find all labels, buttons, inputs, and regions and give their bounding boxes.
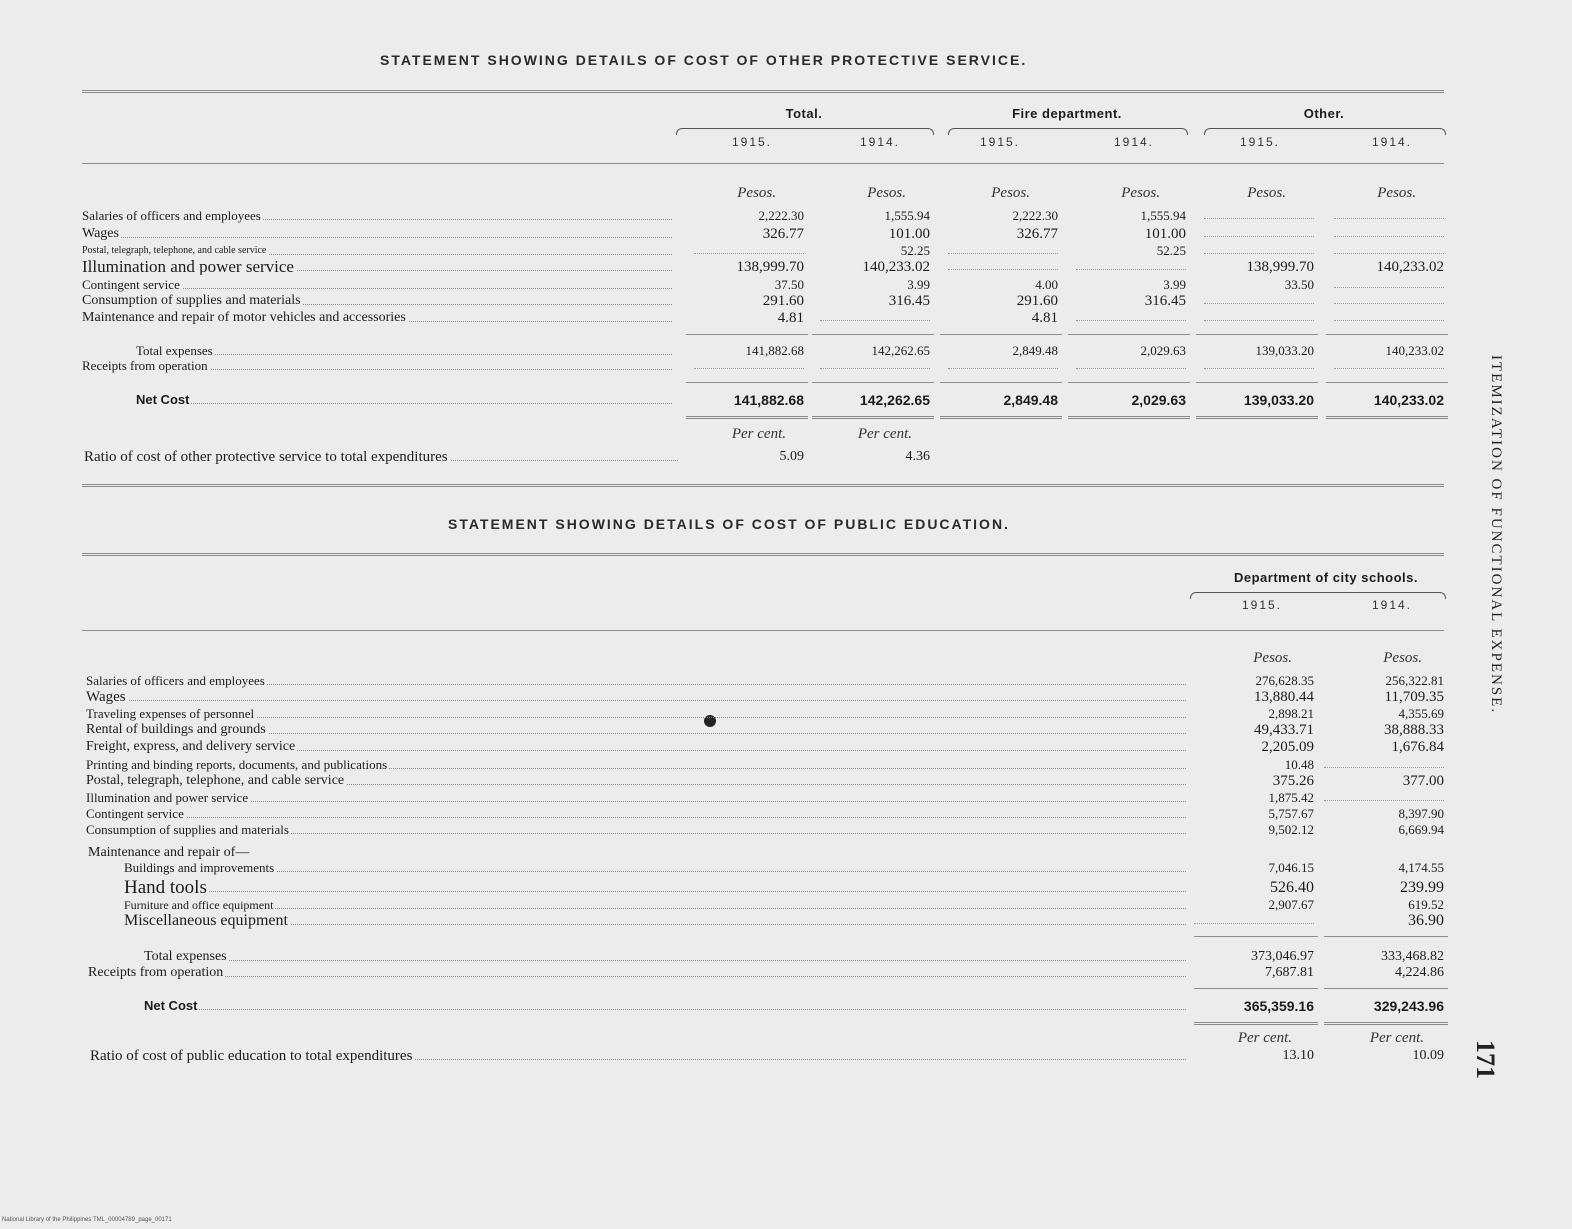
row-label-text: Total expenses <box>144 949 227 964</box>
running-head: ITEMIZATION OF FUNCTIONAL EXPENSE. <box>1488 355 1504 715</box>
cell-value: 365,359.16 <box>1243 998 1314 1014</box>
cell-value <box>1076 310 1186 321</box>
cell-value: 101.00 <box>1144 226 1186 242</box>
column-rule <box>1326 382 1448 383</box>
row-label-text: Miscellaneous equipment <box>124 913 288 929</box>
ratio-row <box>0 449 1572 465</box>
cell-value <box>1334 208 1444 219</box>
unit-label: Pesos. <box>1253 650 1292 666</box>
group-total: Total. <box>785 106 823 121</box>
cell-value: 3.99 <box>907 277 930 292</box>
cell-value: 52.25 <box>900 243 930 258</box>
cell-value: 1,555.94 <box>1140 208 1186 223</box>
row-label-text: Printing and binding reports, documents, and publications <box>86 757 388 772</box>
column-rule <box>1068 416 1190 419</box>
cell-value: 316.45 <box>888 293 930 309</box>
cell-value: 36.90 <box>1408 912 1444 929</box>
table-row <box>0 773 1572 789</box>
receipts-row <box>0 358 1572 374</box>
column-rule <box>1196 334 1318 335</box>
cell-value: 316.45 <box>1144 293 1186 309</box>
table-row <box>0 689 1572 705</box>
brace-other <box>1204 128 1446 135</box>
cell-value: 1,875.42 <box>1268 790 1314 805</box>
unit-label: Pesos. <box>991 185 1030 201</box>
table-row <box>0 822 1572 838</box>
cell-value: 138,999.70 <box>1246 259 1314 275</box>
row-label <box>82 310 672 326</box>
row-label <box>84 449 678 465</box>
row-label-text: Wages <box>82 226 119 241</box>
column-rule <box>1326 416 1448 419</box>
cell-value: 140,233.02 <box>862 259 930 275</box>
cell-value: 2,849.48 <box>1012 343 1058 358</box>
cell-value: 142,262.65 <box>859 392 930 408</box>
column-rule <box>812 382 934 383</box>
table-row <box>0 739 1572 755</box>
row-label-text: Hand tools <box>124 880 209 896</box>
cell-value <box>1324 790 1444 801</box>
column-rule <box>940 334 1062 335</box>
cell-value: 13.10 <box>1282 1048 1314 1063</box>
group-other: Other. <box>1303 106 1345 121</box>
cell-value <box>948 358 1058 369</box>
row-label <box>82 208 672 224</box>
row-label-text: Illumination and power service <box>82 259 294 275</box>
cell-value: 139,033.20 <box>1243 392 1314 408</box>
group-fire-department: Fire department. <box>1012 106 1122 121</box>
row-label <box>86 722 1186 738</box>
footer-credit: National Library of the Philippines TML_00004789_page_00171 <box>2 1217 172 1223</box>
cell-value <box>948 243 1058 254</box>
leader-dots <box>124 908 1186 909</box>
cell-value: 140,233.02 <box>1373 392 1444 408</box>
cell-value: 4,174.55 <box>1398 860 1444 875</box>
leader-dots <box>88 976 1186 977</box>
row-label-text: Salaries of officers and employees <box>82 208 261 223</box>
cell-value <box>1334 293 1444 304</box>
cell-value <box>1204 208 1314 219</box>
cell-value: 2,029.63 <box>1131 392 1186 408</box>
row-label-text: Consumption of supplies and materials <box>82 293 301 308</box>
cell-value: 101.00 <box>888 226 930 242</box>
leader-dots <box>86 700 1186 701</box>
table-row <box>0 880 1572 896</box>
leader-dots <box>82 237 672 238</box>
row-label-text: Net Cost <box>144 998 198 1013</box>
cell-value: 326.77 <box>762 226 804 242</box>
year-header: 1914. <box>1371 598 1412 612</box>
cell-value: 2,222.30 <box>1012 208 1058 223</box>
table-row <box>0 722 1572 738</box>
unit-label: Pesos. <box>867 185 906 201</box>
row-label-text: Salaries of officers and employees <box>86 673 265 688</box>
leader-dots <box>124 891 1186 892</box>
cell-value: 619.52 <box>1408 897 1444 912</box>
year-header: 1915. <box>979 135 1020 149</box>
cell-value: 1,555.94 <box>884 208 930 223</box>
cell-value <box>1334 243 1444 254</box>
cell-value: 141,882.68 <box>745 343 804 358</box>
table-row <box>0 259 1572 275</box>
row-label-text: Traveling expenses of personnel <box>86 706 255 721</box>
row-label-text: Net Cost <box>136 392 190 407</box>
cell-value <box>1076 358 1186 369</box>
cell-value: 3.99 <box>1163 277 1186 292</box>
table-row <box>0 806 1572 822</box>
table-row <box>0 757 1572 773</box>
total-expenses-row <box>0 343 1572 359</box>
cell-value: 4.00 <box>1035 277 1058 292</box>
protective-header-rule <box>82 163 1444 164</box>
education-title: STATEMENT SHOWING DETAILS OF COST OF PUBLIC EDUCATION. <box>448 516 1010 532</box>
cell-value: 2,205.09 <box>1261 739 1314 755</box>
column-rule <box>1324 988 1448 989</box>
leader-dots <box>86 817 1186 818</box>
row-label <box>82 243 672 259</box>
cell-value: 2,898.21 <box>1268 706 1314 721</box>
row-label <box>88 965 1186 981</box>
cell-value: 10.48 <box>1284 757 1314 772</box>
row-label <box>86 757 1186 773</box>
row-label <box>86 673 1186 689</box>
table-row <box>0 860 1572 876</box>
total-expenses-row <box>0 949 1572 965</box>
row-label-text: Maintenance and repair of motor vehicles and accessories <box>82 310 406 325</box>
row-label-text: Consumption of supplies and materials <box>86 822 289 837</box>
row-label-text: Total expenses <box>136 343 213 358</box>
cell-value: 377.00 <box>1402 773 1444 789</box>
cell-value: 239.99 <box>1400 879 1444 896</box>
cell-value <box>1334 226 1444 237</box>
row-label <box>90 1048 1186 1064</box>
table-row <box>0 226 1572 242</box>
row-label <box>124 880 1186 896</box>
cell-value: 375.26 <box>1272 773 1314 789</box>
cell-value <box>1204 226 1314 237</box>
year-header: 1915. <box>1239 135 1280 149</box>
table-row <box>0 293 1572 309</box>
row-label <box>124 913 1186 929</box>
cell-value: 52.25 <box>1156 243 1186 258</box>
table-row <box>0 277 1572 293</box>
cell-value: 11,709.35 <box>1384 689 1444 705</box>
cell-value <box>1334 277 1444 288</box>
cell-value: 4,224.86 <box>1395 965 1444 980</box>
row-label-text: Contingent service <box>86 806 184 821</box>
column-rule <box>940 382 1062 383</box>
table-row <box>0 897 1572 913</box>
leader-dots <box>136 403 672 404</box>
unit-label: Pesos. <box>1383 650 1422 666</box>
row-label <box>86 739 1186 755</box>
leader-dots <box>144 1009 1186 1010</box>
column-rule <box>1194 988 1318 989</box>
ratio-unit-label: Per cent. <box>1237 1030 1292 1046</box>
row-label <box>82 277 672 293</box>
row-label-text: Buildings and improvements <box>124 860 275 875</box>
row-label-text: Wages <box>86 689 126 705</box>
row-label <box>82 293 672 309</box>
cell-value <box>820 358 930 369</box>
row-label <box>82 226 672 242</box>
row-label <box>86 706 1186 722</box>
cell-value: 4.81 <box>777 310 804 326</box>
cell-value <box>1204 310 1314 321</box>
cell-value: 7,046.15 <box>1268 860 1314 875</box>
row-label-text: Postal, telegraph, telephone, and cable service <box>82 245 267 256</box>
cell-value: 326.77 <box>1016 226 1058 242</box>
column-rule <box>686 382 808 383</box>
row-label <box>144 949 1186 965</box>
cell-value <box>1194 913 1314 924</box>
cell-value: 276,628.35 <box>1255 673 1314 688</box>
table-row <box>0 208 1572 224</box>
column-rule <box>1068 334 1190 335</box>
table-row <box>0 243 1572 259</box>
row-label-text: Ratio of cost of public education to total expenditures <box>90 1048 413 1064</box>
column-rule <box>1324 1022 1448 1025</box>
unit-label: Pesos. <box>1377 185 1416 201</box>
cell-value <box>1204 293 1314 304</box>
column-rule <box>1194 936 1318 937</box>
leader-dots <box>144 960 1186 961</box>
ratio-row <box>0 1048 1572 1064</box>
leader-dots <box>136 354 672 355</box>
cell-value: 37.50 <box>774 277 804 292</box>
row-label-text: Furniture and office equipment <box>124 898 274 912</box>
protective-top-rule <box>82 90 1444 93</box>
row-label-text: Postal, telegraph, telephone, and cable service <box>86 773 345 788</box>
column-rule <box>1068 382 1190 383</box>
year-header: 1915. <box>1241 598 1282 612</box>
row-label <box>136 343 672 359</box>
year-header: 1914. <box>859 135 900 149</box>
cell-value: 5,757.67 <box>1268 806 1314 821</box>
row-label-text: Receipts from operation <box>88 965 224 980</box>
cell-value: 140,233.02 <box>1385 343 1444 358</box>
cell-value: 33.50 <box>1284 277 1314 292</box>
column-rule <box>1326 334 1448 335</box>
brace-total <box>676 128 934 135</box>
cell-value: 7,687.81 <box>1265 965 1314 980</box>
cell-value: 333,468.82 <box>1381 949 1444 964</box>
cell-value: 291.60 <box>1016 293 1058 309</box>
row-label-text: Receipts from operation <box>82 358 208 373</box>
page-number: 171 <box>1471 1040 1500 1079</box>
table-row <box>0 310 1572 326</box>
cell-value: 142,262.65 <box>871 343 930 358</box>
ratio-unit-label: Per cent. <box>731 426 786 442</box>
cell-value: 2,849.48 <box>1003 392 1058 408</box>
cell-value <box>1334 358 1444 369</box>
cell-value: 2,907.67 <box>1268 897 1314 912</box>
cell-value: 140,233.02 <box>1376 259 1444 275</box>
cell-value <box>1204 358 1314 369</box>
row-label-text: Illumination and power service <box>86 790 249 805</box>
cell-value: 5.09 <box>779 449 804 464</box>
protective-title: STATEMENT SHOWING DETAILS OF COST OF OTHER PROTECTIVE SERVICE. <box>380 52 1028 68</box>
row-label <box>86 773 1186 789</box>
column-rule <box>812 416 934 419</box>
unit-label: Pesos. <box>737 185 776 201</box>
row-label <box>86 822 1186 838</box>
cell-value: 1,676.84 <box>1391 739 1444 755</box>
cell-value <box>1076 259 1186 270</box>
cell-value: 141,882.68 <box>733 392 804 408</box>
cell-value: 2,222.30 <box>758 208 804 223</box>
cell-value <box>948 259 1058 270</box>
net-cost-row <box>0 392 1572 408</box>
column-rule <box>1196 416 1318 419</box>
row-label <box>136 392 672 408</box>
ratio-unit-label: Per cent. <box>857 426 912 442</box>
table-row <box>0 790 1572 806</box>
cell-value <box>1204 243 1314 254</box>
unit-label: Pesos. <box>1247 185 1286 201</box>
cell-value: 38,888.33 <box>1384 722 1444 738</box>
leader-dots <box>124 871 1186 872</box>
row-label <box>82 358 672 374</box>
ratio-unit-label: Per cent. <box>1369 1030 1424 1046</box>
table-row <box>0 706 1572 722</box>
cell-value: 13,880.44 <box>1254 689 1314 705</box>
column-rule <box>686 334 808 335</box>
column-rule <box>1324 936 1448 937</box>
column-rule <box>686 416 808 419</box>
row-label <box>82 259 672 275</box>
receipts-row <box>0 965 1572 981</box>
row-label <box>144 998 1186 1014</box>
group-city-schools: Department of city schools. <box>1234 570 1418 585</box>
row-label <box>86 806 1186 822</box>
year-header: 1914. <box>1371 135 1412 149</box>
cell-value: 373,046.97 <box>1251 949 1314 964</box>
cell-value: 139,033.20 <box>1255 343 1314 358</box>
cell-value <box>694 358 804 369</box>
year-header: 1914. <box>1113 135 1154 149</box>
column-rule <box>940 416 1062 419</box>
cell-value: 138,999.70 <box>736 259 804 275</box>
row-label-text: Contingent service <box>82 277 180 292</box>
row-label <box>124 860 1186 876</box>
cell-value: 4,355.69 <box>1398 706 1444 721</box>
cell-value: 526.40 <box>1270 879 1314 896</box>
brace-fire <box>948 128 1188 135</box>
cell-value: 4.36 <box>905 449 930 464</box>
column-rule <box>812 334 934 335</box>
table-row <box>0 673 1572 689</box>
year-header: 1915. <box>731 135 772 149</box>
cell-value: 4.81 <box>1031 310 1058 326</box>
column-rule <box>1194 1022 1318 1025</box>
leader-dots <box>86 801 1186 802</box>
cell-value: 9,502.12 <box>1268 822 1314 837</box>
section-divider <box>82 484 1444 487</box>
cell-value <box>1324 757 1444 768</box>
net-cost-row <box>0 998 1572 1014</box>
maintenance-heading: Maintenance and repair of— <box>88 845 250 860</box>
cell-value: 2,029.63 <box>1140 343 1186 358</box>
cell-value: 8,397.90 <box>1398 806 1444 821</box>
cell-value: 291.60 <box>762 293 804 309</box>
cell-value <box>820 310 930 321</box>
cell-value: 49,433.71 <box>1254 722 1314 738</box>
education-top-rule <box>82 553 1444 556</box>
cell-value: 6,669.94 <box>1398 822 1444 837</box>
row-label <box>86 790 1186 806</box>
cell-value: 256,322.81 <box>1385 673 1444 688</box>
education-header-rule <box>82 630 1444 631</box>
row-label <box>86 689 1186 705</box>
cell-value: 10.09 <box>1412 1048 1444 1063</box>
row-label-text: Ratio of cost of other protective service to total expenditures <box>84 449 448 465</box>
table-row <box>0 913 1572 929</box>
row-label-text: Freight, express, and delivery service <box>86 739 296 754</box>
cell-value <box>694 243 804 254</box>
row-label-text: Rental of buildings and grounds <box>86 722 266 737</box>
cell-value: 329,243.96 <box>1373 998 1444 1014</box>
unit-label: Pesos. <box>1121 185 1160 201</box>
column-rule <box>1196 382 1318 383</box>
cell-value <box>1334 310 1444 321</box>
row-label <box>124 897 1186 913</box>
